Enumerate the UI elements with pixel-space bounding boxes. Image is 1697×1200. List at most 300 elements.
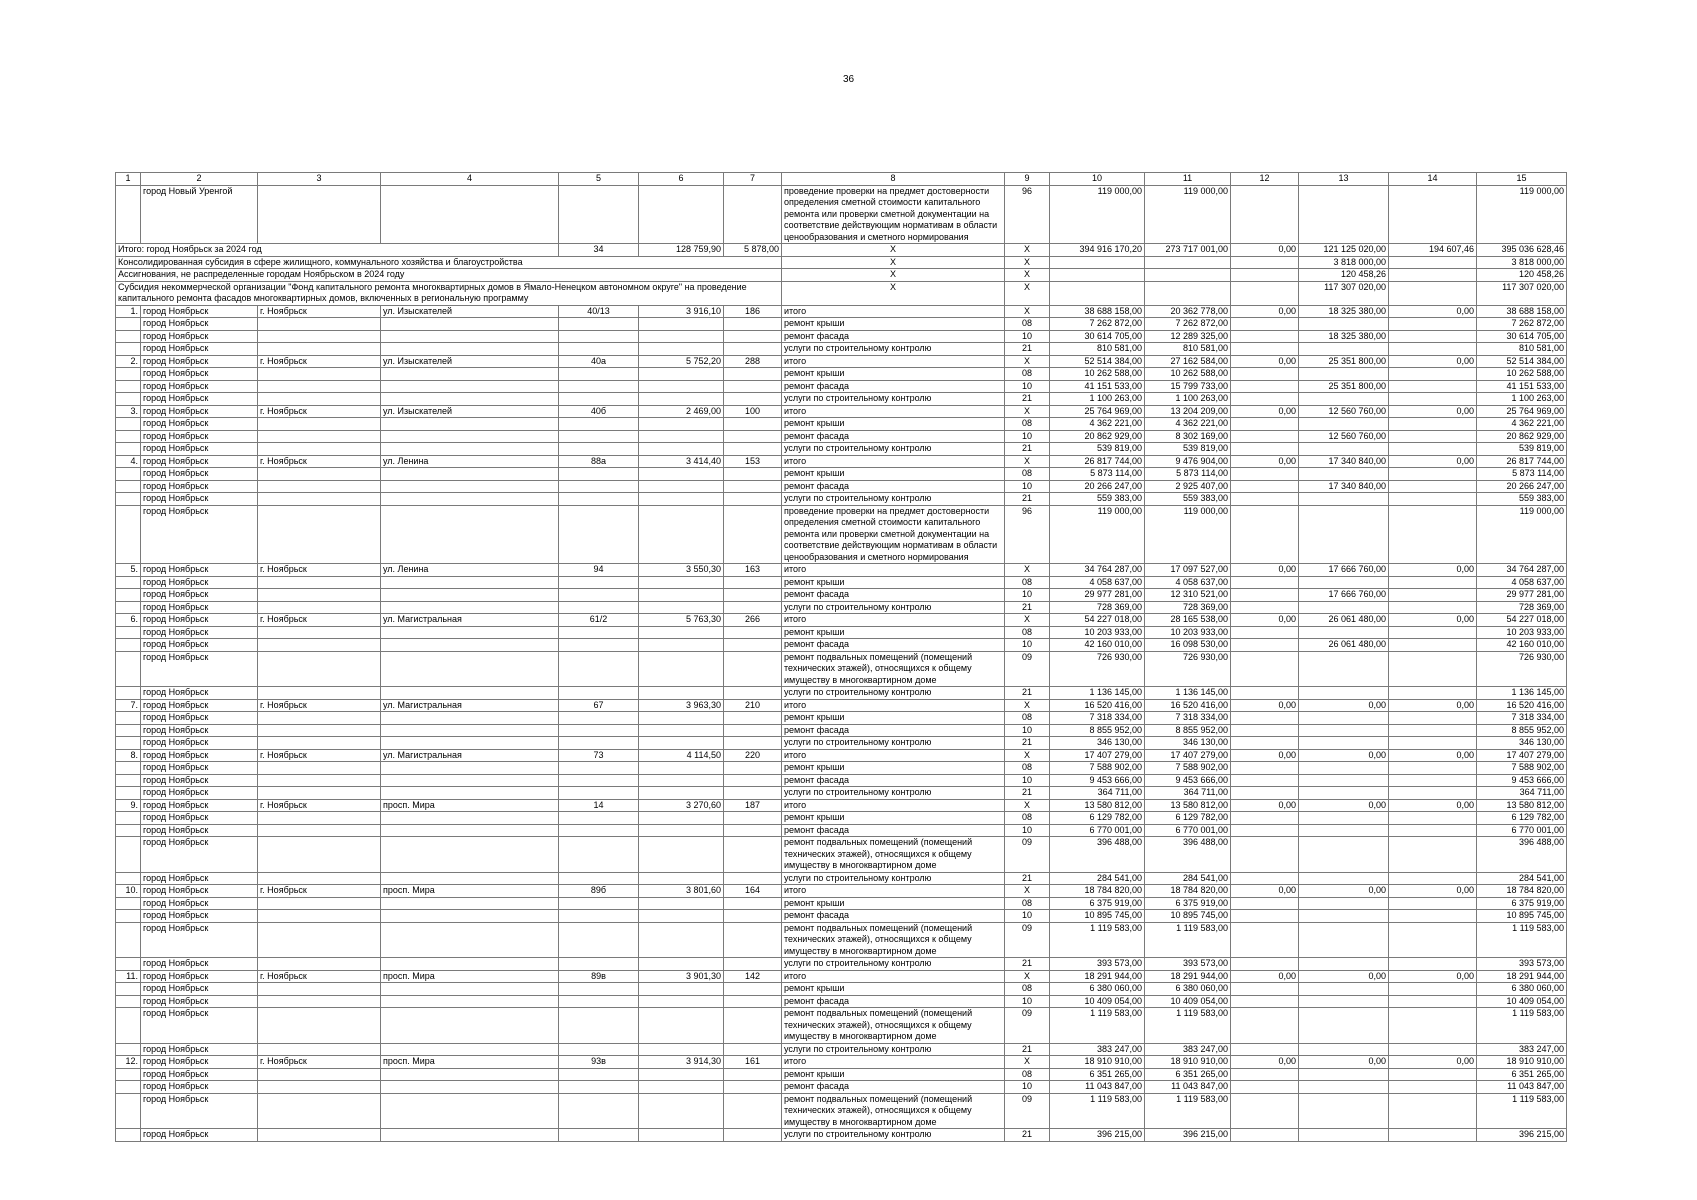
residents-count [724,687,782,700]
cost-column-12 [1231,958,1299,971]
work-code: X [1005,244,1050,257]
municipality: город Ноябрьск [141,330,258,343]
cost-fund: 396 488,00 [1145,837,1231,873]
cost-total: 20 862 929,00 [1050,430,1145,443]
street [381,639,559,652]
cost-column-13: 18 325 380,00 [1299,305,1389,318]
row-number [116,897,141,910]
cost-column-15: 284 541,00 [1477,872,1567,885]
work-type: услуги по строительному контролю [782,872,1005,885]
cost-column-15: 396 215,00 [1477,1129,1567,1142]
cost-column-13: 25 351 800,00 [1299,380,1389,393]
cost-total: 54 227 018,00 [1050,614,1145,627]
settlement [258,576,381,589]
street [381,687,559,700]
work-type: услуги по строительному контролю [782,1129,1005,1142]
work-type: ремонт подвальных помещений (помещений технических этажей), относящихся к общему имуществу в многоквартирном доме [782,651,1005,687]
municipality: город Ноябрьск [141,651,258,687]
work-type: итого [782,564,1005,577]
work-type: ремонт крыши [782,762,1005,775]
municipality: город Ноябрьск [141,468,258,481]
cost-column-15: 393 573,00 [1477,958,1567,971]
cost-column-15: 20 862 929,00 [1477,430,1567,443]
cost-column-14 [1389,368,1477,381]
residents-count [724,922,782,958]
work-item-row [116,712,1567,725]
house-number: 14 [559,799,639,812]
cost-column-12 [1231,626,1299,639]
work-code: X [1005,885,1050,898]
settlement [258,343,381,356]
work-type: итого [782,355,1005,368]
column-number-12: 12 [1231,173,1299,186]
work-item-row [116,958,1567,971]
row-number [116,687,141,700]
work-code: 21 [1005,1043,1050,1056]
municipality: город Ноябрьск [141,576,258,589]
cost-column-15: 26 817 744,00 [1477,455,1567,468]
work-item-row [116,380,1567,393]
cost-column-12 [1231,983,1299,996]
work-code: 10 [1005,995,1050,1008]
row-number: 11. [116,970,141,983]
house-number [559,1129,639,1142]
settlement [258,393,381,406]
street: ул. Изыскателей [381,355,559,368]
cost-column-12 [1231,368,1299,381]
work-code: 08 [1005,712,1050,725]
cost-column-14 [1389,762,1477,775]
work-type: услуги по строительному контролю [782,343,1005,356]
cost-total: 6 351 265,00 [1050,1068,1145,1081]
street: ул. Изыскателей [381,305,559,318]
cost-total: 30 614 705,00 [1050,330,1145,343]
work-type: ремонт крыши [782,626,1005,639]
work-type: проведение проверки на предмет достоверности определения сметной стоимости капитального ремонта или проверки сметной документации на соответствие действующим нормативам в области ценообразования и сметного нормирования [782,505,1005,564]
house-number: 67 [559,699,639,712]
column-number-4: 4 [381,173,559,186]
cost-total: 8 855 952,00 [1050,724,1145,737]
cost-fund: 9 476 904,00 [1145,455,1231,468]
street [381,343,559,356]
work-code: 09 [1005,1093,1050,1129]
cost-column-15: 346 130,00 [1477,737,1567,750]
house-number [559,922,639,958]
residents-count: 220 [724,749,782,762]
cost-column-13 [1299,897,1389,910]
work-code: 10 [1005,480,1050,493]
column-number-8: 8 [782,173,1005,186]
residents-count [724,1081,782,1094]
work-type: ремонт крыши [782,576,1005,589]
cost-column-14 [1389,418,1477,431]
row-number: 9. [116,799,141,812]
residents-count [724,651,782,687]
row-number [116,601,141,614]
street [381,505,559,564]
cost-fund: 393 573,00 [1145,958,1231,971]
cost-column-13: 0,00 [1299,799,1389,812]
house-number [559,1093,639,1129]
residents-count [724,589,782,602]
house-number [559,651,639,687]
cost-column-14 [1389,1043,1477,1056]
cost-total: 6 770 001,00 [1050,824,1145,837]
work-item-row [116,837,1567,873]
street: просп. Мира [381,885,559,898]
settlement [258,737,381,750]
cost-column-15: 1 119 583,00 [1477,922,1567,958]
house-number [559,983,639,996]
street [381,1043,559,1056]
house-number [559,343,639,356]
work-code: X [1005,799,1050,812]
house-number [559,493,639,506]
work-code: 10 [1005,639,1050,652]
work-item-row [116,910,1567,923]
house-area [639,687,724,700]
work-code: X [1005,1056,1050,1069]
settlement [258,430,381,443]
house-number [559,958,639,971]
cost-column-15: 1 100 263,00 [1477,393,1567,406]
municipality: город Ноябрьск [141,626,258,639]
house-area: 2 469,00 [639,405,724,418]
house-area [639,368,724,381]
residents-count [724,493,782,506]
work-type: ремонт фасада [782,824,1005,837]
work-code: X [1005,305,1050,318]
cost-column-13 [1299,601,1389,614]
cost-column-15: 539 819,00 [1477,443,1567,456]
cost-fund: 11 043 847,00 [1145,1081,1231,1094]
work-item-row [116,872,1567,885]
column-number-11: 11 [1145,173,1231,186]
cost-column-12 [1231,185,1299,244]
municipality: город Ноябрьск [141,639,258,652]
house-number [559,480,639,493]
cost-fund: 20 362 778,00 [1145,305,1231,318]
house-number [559,468,639,481]
row-number: 1. [116,305,141,318]
cost-total: 18 910 910,00 [1050,1056,1145,1069]
municipality: город Ноябрьск [141,712,258,725]
cost-fund: 810 581,00 [1145,343,1231,356]
settlement [258,601,381,614]
house-area [639,724,724,737]
cost-column-12 [1231,787,1299,800]
cost-column-13 [1299,812,1389,825]
cost-total: 6 129 782,00 [1050,812,1145,825]
house-number [559,368,639,381]
street [381,185,559,244]
work-code: X [1005,281,1050,305]
cost-column-12 [1231,269,1299,282]
cost-column-15: 9 453 666,00 [1477,774,1567,787]
street [381,774,559,787]
work-code: 10 [1005,724,1050,737]
settlement [258,824,381,837]
cost-column-15: 364 711,00 [1477,787,1567,800]
row-number [116,1093,141,1129]
cost-column-15: 559 383,00 [1477,493,1567,506]
work-code: 21 [1005,687,1050,700]
work-type: услуги по строительному контролю [782,601,1005,614]
house-area [639,872,724,885]
residents-count [724,712,782,725]
cost-column-13 [1299,185,1389,244]
cost-column-13: 0,00 [1299,749,1389,762]
street [381,737,559,750]
cost-column-15: 25 764 969,00 [1477,405,1567,418]
cost-fund: 13 580 812,00 [1145,799,1231,812]
cost-column-14 [1389,724,1477,737]
settlement [258,1068,381,1081]
work-code: 96 [1005,185,1050,244]
cost-total: 6 380 060,00 [1050,983,1145,996]
work-item-row [116,639,1567,652]
row-number: 5. [116,564,141,577]
work-item-row [116,724,1567,737]
row-number [116,639,141,652]
residents-count: 288 [724,355,782,368]
work-type: итого [782,749,1005,762]
cost-column-13 [1299,922,1389,958]
cost-column-13: 18 325 380,00 [1299,330,1389,343]
municipality: город Ноябрьск [141,1068,258,1081]
cost-column-12 [1231,774,1299,787]
cost-column-15: 38 688 158,00 [1477,305,1567,318]
cost-column-12 [1231,1043,1299,1056]
cost-column-12 [1231,468,1299,481]
cost-fund: 273 717 001,00 [1145,244,1231,257]
cost-column-15: 16 520 416,00 [1477,699,1567,712]
cost-column-14 [1389,626,1477,639]
municipality: город Ноябрьск [141,885,258,898]
municipality: город Ноябрьск [141,443,258,456]
street [381,368,559,381]
cost-column-13 [1299,418,1389,431]
work-item-row [116,687,1567,700]
residents-count [724,318,782,331]
settlement: г. Ноябрьск [258,699,381,712]
municipality: город Ноябрьск [141,812,258,825]
cost-column-15: 1 119 583,00 [1477,1093,1567,1129]
work-item-row [116,330,1567,343]
settlement [258,983,381,996]
cost-column-14 [1389,872,1477,885]
settlement [258,922,381,958]
house-total-row [116,305,1567,318]
cost-total: 4 058 637,00 [1050,576,1145,589]
work-code: 09 [1005,922,1050,958]
work-code: 08 [1005,1068,1050,1081]
street [381,724,559,737]
residents-count [724,576,782,589]
cost-total: 396 488,00 [1050,837,1145,873]
work-code: 21 [1005,493,1050,506]
cost-fund: 364 711,00 [1145,787,1231,800]
work-code: X [1005,269,1050,282]
cost-column-15: 8 855 952,00 [1477,724,1567,737]
cost-fund: 4 058 637,00 [1145,576,1231,589]
cost-total: 10 203 933,00 [1050,626,1145,639]
house-number: 40/13 [559,305,639,318]
municipality: город Ноябрьск [141,393,258,406]
funding-label: Субсидия некоммерческой организации "Фонд капитального ремонта многоквартирных домов в Ямало-Ненецком автономном округе" на проведение капитального ремонта фасадов многоквартирных домов, включенных в региональную программу [116,281,782,305]
cost-column-14 [1389,1008,1477,1044]
house-area [639,505,724,564]
settlement [258,318,381,331]
house-area [639,812,724,825]
house-number [559,330,639,343]
cost-column-15: 34 764 287,00 [1477,564,1567,577]
cost-total: 38 688 158,00 [1050,305,1145,318]
house-number [559,505,639,564]
municipality: город Ноябрьск [141,601,258,614]
street: ул. Магистральная [381,749,559,762]
house-number [559,589,639,602]
cost-column-13: 17 340 840,00 [1299,455,1389,468]
work-type: ремонт крыши [782,318,1005,331]
house-number: 61/2 [559,614,639,627]
cost-column-12: 0,00 [1231,455,1299,468]
cost-fund: 10 203 933,00 [1145,626,1231,639]
cost-total: 10 409 054,00 [1050,995,1145,1008]
municipality: город Ноябрьск [141,724,258,737]
cost-column-12: 0,00 [1231,564,1299,577]
municipality: город Ноябрьск [141,305,258,318]
cost-column-12: 0,00 [1231,885,1299,898]
house-total-row [116,885,1567,898]
house-area [639,430,724,443]
cost-column-14 [1389,910,1477,923]
work-code: 09 [1005,651,1050,687]
cost-fund: 346 130,00 [1145,737,1231,750]
residents-count [724,1093,782,1129]
work-item-row [116,318,1567,331]
residents-count [724,1008,782,1044]
cost-column-12 [1231,256,1299,269]
cost-column-13 [1299,393,1389,406]
cost-column-13: 17 340 840,00 [1299,480,1389,493]
cost-column-15: 7 262 872,00 [1477,318,1567,331]
settlement [258,1081,381,1094]
cost-column-13: 12 560 760,00 [1299,405,1389,418]
house-area: 3 550,30 [639,564,724,577]
settlement [258,626,381,639]
page-number: 36 [842,74,855,85]
cost-column-15: 119 000,00 [1477,185,1567,244]
street [381,1081,559,1094]
cost-fund: 1 100 263,00 [1145,393,1231,406]
cost-column-14 [1389,505,1477,564]
cost-column-12 [1231,430,1299,443]
row-number [116,812,141,825]
work-code: 21 [1005,737,1050,750]
work-code: 08 [1005,468,1050,481]
residents-count [724,1068,782,1081]
work-type: итого [782,970,1005,983]
residents-count [724,762,782,775]
house-total-row [116,614,1567,627]
street [381,318,559,331]
total-residents: 5 878,00 [724,244,782,257]
column-number-2: 2 [141,173,258,186]
cost-column-13 [1299,1129,1389,1142]
work-code: 08 [1005,318,1050,331]
work-item-row [116,343,1567,356]
cost-column-13 [1299,712,1389,725]
house-number [559,1008,639,1044]
work-type: ремонт крыши [782,897,1005,910]
work-type: услуги по строительному контролю [782,393,1005,406]
cost-column-14: 0,00 [1389,564,1477,577]
municipality: город Ноябрьск [141,872,258,885]
cost-column-14 [1389,430,1477,443]
house-area [639,1068,724,1081]
cost-column-12: 0,00 [1231,970,1299,983]
cost-column-15: 6 129 782,00 [1477,812,1567,825]
cost-column-13 [1299,493,1389,506]
cost-column-14 [1389,1081,1477,1094]
cost-column-12 [1231,724,1299,737]
cost-total: 119 000,00 [1050,505,1145,564]
cost-column-15: 18 784 820,00 [1477,885,1567,898]
work-type: X [782,269,1005,282]
cost-column-13 [1299,724,1389,737]
street: ул. Изыскателей [381,405,559,418]
settlement [258,812,381,825]
work-item-row [116,443,1567,456]
cost-column-15: 30 614 705,00 [1477,330,1567,343]
cost-column-15: 119 000,00 [1477,505,1567,564]
work-type: итого [782,885,1005,898]
work-code: X [1005,355,1050,368]
work-type: итого [782,1056,1005,1069]
row-number [116,922,141,958]
cost-column-12 [1231,480,1299,493]
cost-column-15: 52 514 384,00 [1477,355,1567,368]
cost-fund: 13 204 209,00 [1145,405,1231,418]
work-code: 08 [1005,762,1050,775]
house-number [559,443,639,456]
house-area: 4 114,50 [639,749,724,762]
municipality: город Ноябрьск [141,837,258,873]
cost-column-13 [1299,368,1389,381]
street [381,1068,559,1081]
house-area [639,897,724,910]
cost-fund: 119 000,00 [1145,505,1231,564]
cost-column-13 [1299,737,1389,750]
work-code: X [1005,699,1050,712]
cost-column-15: 810 581,00 [1477,343,1567,356]
work-item-row [116,897,1567,910]
cost-column-12: 0,00 [1231,1056,1299,1069]
cost-fund: 17 097 527,00 [1145,564,1231,577]
work-type: услуги по строительному контролю [782,493,1005,506]
work-type: услуги по строительному контролю [782,687,1005,700]
house-area [639,1081,724,1094]
work-item-row [116,787,1567,800]
cost-column-14 [1389,837,1477,873]
cost-total: 1 136 145,00 [1050,687,1145,700]
cost-fund: 1 119 583,00 [1145,922,1231,958]
house-area [639,468,724,481]
cost-column-12 [1231,393,1299,406]
cost-fund: 4 362 221,00 [1145,418,1231,431]
cost-total: 559 383,00 [1050,493,1145,506]
